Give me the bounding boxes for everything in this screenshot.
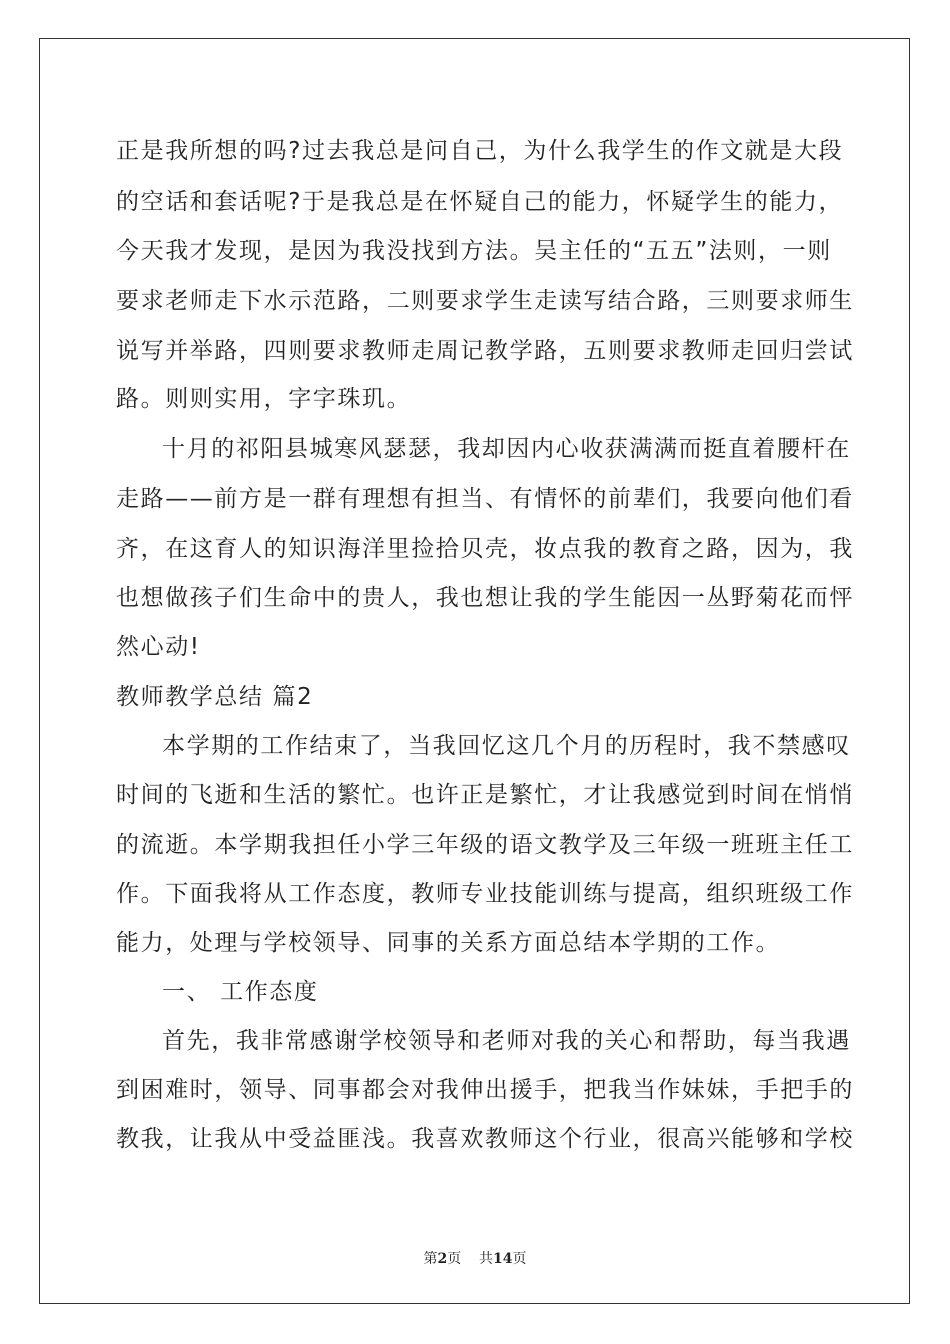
page-current: 2	[437, 1251, 448, 1267]
text-line: 也想做孩子们生命中的贵人，我也想让我的学生能因一丛野菊花而怦	[116, 585, 854, 611]
page-total: 14	[493, 1251, 513, 1267]
text-line: 然心动!	[116, 634, 201, 660]
text-line: 能力，处理与学校领导、同事的关系方面总结本学期的工作。	[116, 930, 781, 956]
paragraph-first-line: 十月的祁阳县城寒风瑟瑟，我却因内心收获满满而挺直着腰杆在	[162, 436, 851, 462]
page-border	[39, 38, 910, 1304]
text-line: 作。下面我将从工作态度，教师专业技能训练与提高，组织班级工作	[116, 881, 854, 907]
text-line: 教我，让我从中受益匪浅。我喜欢教师这个行业，很高兴能够和学校	[116, 1126, 854, 1152]
page-prefix: 第	[423, 1251, 438, 1267]
page-mid: 页 共	[447, 1251, 494, 1267]
page-suffix: 页	[512, 1251, 527, 1267]
subsection-heading: 一、 工作态度	[162, 979, 319, 1005]
text-line: 正是我所想的吗?过去我总是问自己，为什么我学生的作文就是大段	[116, 138, 844, 164]
text-line: 说写并举路，四则要求教师走周记教学路，五则要求教师走回归尝试	[116, 338, 854, 364]
text-line: 走路——前方是一群有理想有担当、有情怀的前辈们，我要向他们看	[116, 486, 854, 512]
text-line: 到困难时，领导、同事都会对我伸出援手，把我当作妹妹，手把手的	[116, 1077, 854, 1103]
text-line: 路。则则实用，字字珠玑。	[116, 386, 412, 412]
text-line: 的空话和套话呢?于是我总是在怀疑自己的能力，怀疑学生的能力，	[116, 189, 844, 215]
page-number-footer	[0, 1248, 950, 1268]
text-line: 的流逝。本学期我担任小学三年级的语文教学及三年级一班班主任工	[116, 832, 854, 858]
paragraph-first-line: 本学期的工作结束了，当我回忆这几个月的历程时，我不禁感叹	[162, 733, 851, 759]
text-line: 要求老师走下水示范路，二则要求学生走读写结合路，三则要求师生	[116, 288, 854, 314]
paragraph-first-line: 首先，我非常感谢学校领导和老师对我的关心和帮助，每当我遇	[162, 1028, 851, 1054]
text-line: 齐，在这育人的知识海洋里捡拾贝壳，妆点我的教育之路，因为，我	[116, 536, 854, 562]
text-line: 今天我才发现，是因为我没找到方法。吴主任的“五五”法则，一则	[116, 238, 832, 264]
section-heading: 教师教学总结 篇2	[116, 684, 314, 710]
text-line: 时间的飞逝和生活的繁忙。也许正是繁忙，才让我感觉到时间在悄悄	[116, 782, 854, 808]
